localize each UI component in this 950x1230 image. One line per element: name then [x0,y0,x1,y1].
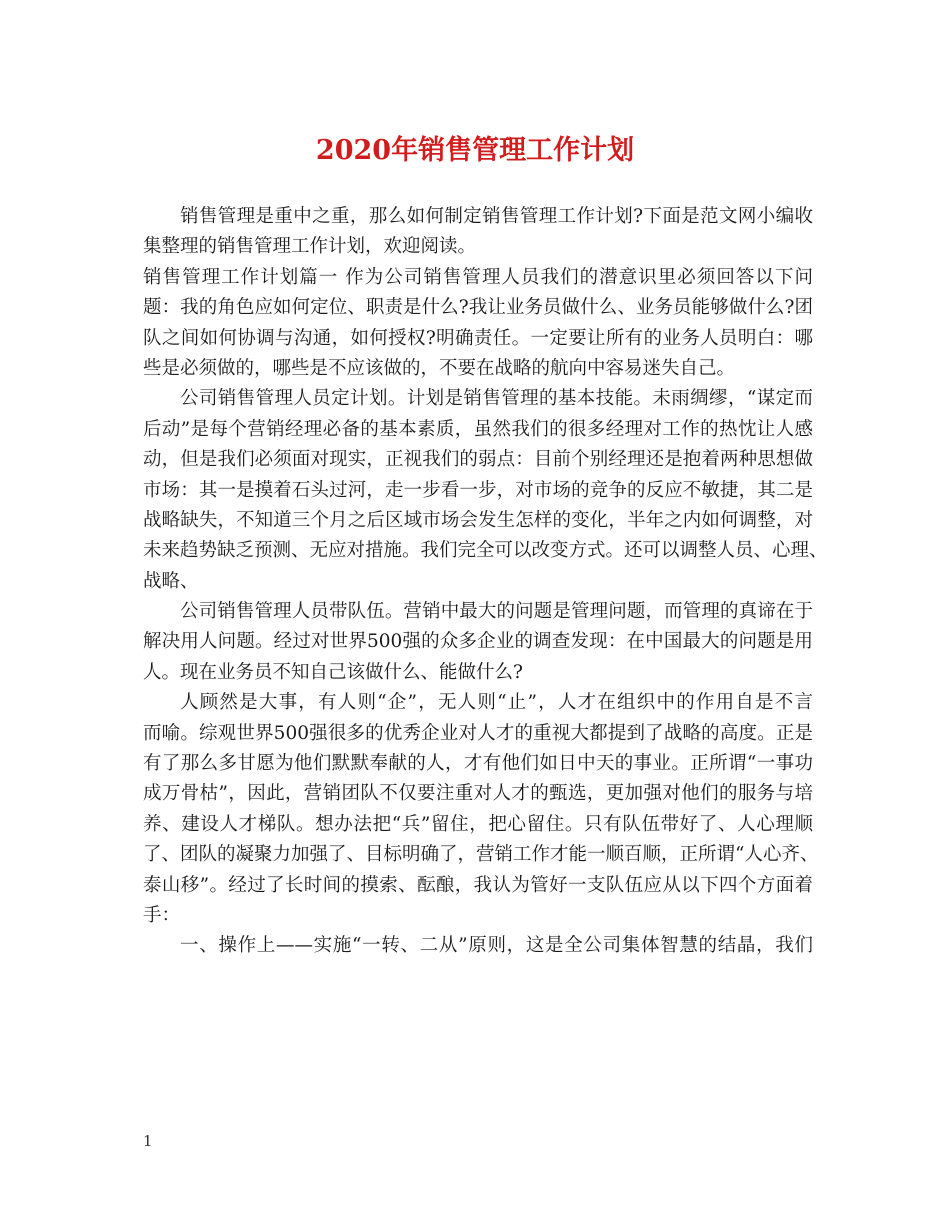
document-body [143,202,828,962]
text-line: 后动”是每个营销经理必备的基本素质，虽然我们的很多经理对工作的热忱让人感 [143,418,813,440]
text-line: 人顾然是大事，有人则“企”，无人则“止”，人才在组织中的作用自是不言 [180,692,813,714]
text-line: 队之间如何协调与沟通，如何授权?明确责任。一定要让所有的业务人员明白：哪 [143,327,813,349]
text-line: 些是必须做的，哪些是不应该做的，不要在战略的航向中容易迷失自己。 [143,357,736,379]
text-line: 战略、 [143,570,199,592]
text-line: 而喻。综观世界500强很多的优秀企业对人才的重视大都提到了战略的高度。正是 [143,722,813,744]
text-line: 战略缺失，不知道三个月之后区域市场会发生怎样的变化，半年之内如何调整，对 [143,509,813,531]
text-line: 市场：其一是摸着石头过河，走一步看一步，对市场的竞争的反应不敏捷，其二是 [143,479,813,501]
text-line: 成万骨枯”，因此，营销团队不仅要注重对人才的甄选，更加强对他们的服务与培 [143,783,813,805]
text-line: 题：我的角色应如何定位、职责是什么?我让业务员做什么、业务员能够做什么?团 [143,297,813,319]
text-line: 养、建设人才梯队。想办法把“兵”留住，把心留住。只有队伍带好了、人心理顺 [143,813,813,835]
text-line: 有了那么多甘愿为他们默默奉献的人，才有他们如日中天的事业。正所谓“一事功 [143,753,813,775]
text-line: 解决用人问题。经过对世界500强的众多企业的调查发现：在中国最大的问题是用 [143,631,813,653]
page-number: 1 [143,1132,153,1150]
text-line: 集整理的销售管理工作计划，欢迎阅读。 [143,236,477,258]
text-line: 销售管理是重中之重，那么如何制定销售管理工作计划?下面是范文网小编收 [180,206,813,227]
text-line: 人。现在业务员不知自己该做什么、能做什么? [143,661,523,683]
text-line: 公司销售管理人员定计划。计划是销售管理的基本技能。未雨绸缪，“谋定而 [180,388,813,410]
document-title: 2020年销售管理工作计划 [315,135,635,166]
text-line: 手： [143,904,181,926]
text-line: 泰山移”。经过了长时间的摸索、酝酿，我认为管好一支队伍应从以下四个方面着 [143,874,813,896]
text-line: 未来趋势缺乏预测、无应对措施。我们完全可以改变方式。还可以调整人员、心理、 [143,540,828,562]
text-line: 销售管理工作计划篇一 作为公司销售管理人员我们的潜意识里必须回答以下问 [143,266,813,288]
text-line: 动，但是我们必须面对现实，正视我们的弱点：目前个别经理还是抱着两种思想做 [143,449,813,471]
text-line: 了、团队的凝聚力加强了、目标明确了，营销工作才能一顺百顺，正所谓“人心齐、 [143,844,819,866]
text-line: 公司销售管理人员带队伍。营销中最大的问题是管理问题，而管理的真谛在于 [180,601,813,623]
text-line: 一、操作上——实施“一转、二从”原则，这是全公司集体智慧的结晶，我们 [180,935,813,957]
